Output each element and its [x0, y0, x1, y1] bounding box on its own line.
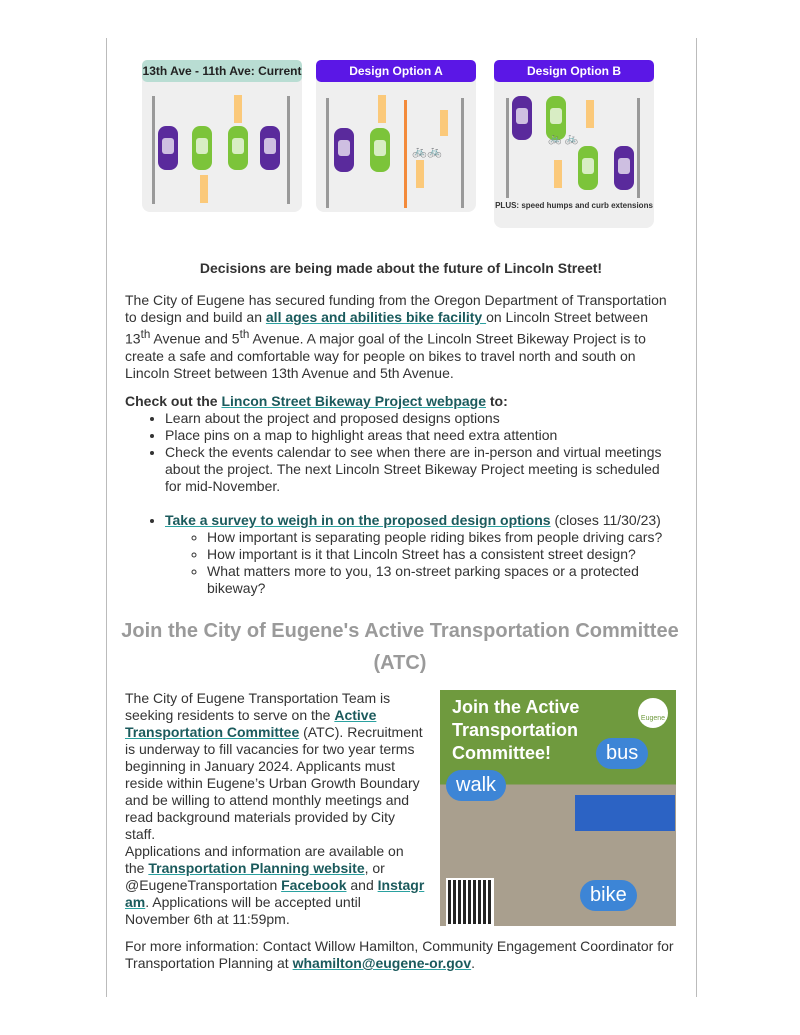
panel-title: Design Option B: [494, 60, 654, 82]
panel-option-b: Design Option B 🚲 🚲 PLUS: speed humps and curb extensions: [494, 60, 654, 228]
panel-title: 13th Ave - 11th Ave: Current: [142, 60, 302, 82]
list-item: • Check the events calendar to see when there are in-person and virtual meetings about the project. The next Lincoln Street Bikeway Project meeting is scheduled for mid-November.: [165, 444, 677, 495]
email-link[interactable]: whamilton@eugene-or.gov: [292, 955, 472, 971]
list-item: • Learn about the project and proposed designs options: [165, 410, 677, 427]
panel-title: Design Option A: [316, 60, 476, 82]
right-border: [696, 38, 697, 997]
list-item: • Place pins on a map to highlight areas that need extra attention: [165, 427, 677, 444]
survey-link[interactable]: Take a survey to weigh in on the proposed design options: [165, 512, 551, 528]
qr-code: [446, 878, 494, 926]
transportation-planning-link[interactable]: Transportation Planning website: [148, 860, 365, 876]
list-item: ◦ How important is it that Lincoln Street has a consistent street design?: [207, 546, 677, 563]
design-options-image: [142, 60, 662, 228]
atc-link[interactable]: Active Transportation Committee: [125, 707, 377, 740]
left-border: [106, 38, 107, 997]
panel-option-a: Design Option A 🚲🚲: [316, 60, 476, 212]
facebook-link[interactable]: Facebook: [281, 877, 347, 893]
instagram-link[interactable]: Instagram: [125, 877, 425, 910]
atc-text: The City of Eugene Transportation Team is seeking residents to serve on the Active Transportation Committee (ATC). Recruitment is underway to fill vacancies for two year terms beginning in January 2024. Applicants must reside within Eugene’s Urban Growth Boundary and be willing to attend monthly meetings and read background materials provided by City staff. Applications and information are available on the Transportation Planning website, or @EugeneTransportation Facebook and Instagram. Applications will be accepted until November 6th at 11:59pm.: [125, 690, 425, 927]
contact-paragraph: For more information: Contact Willow Hamilton, Community Engagement Coordinator for Transportation Planning at whamilton@eugene-or.gov.: [125, 938, 674, 971]
atc-heading: Join the City of Eugene's Active Transportation Committee (ATC): [121, 620, 679, 674]
atc-poster-image: Join the Active Transportation Committee! Eugene bus walk bike: [440, 690, 676, 926]
bike-facility-link[interactable]: all ages and abilities bike facility: [265, 309, 487, 325]
checkout-section: Check out the Lincon Street Bikeway Project webpage to: • Learn about the project and proposed designs options • Place pins on a map to highlight areas that need extra attention • Check the events calendar to see when there are in-person and virtual meetings about the project. The next Lincoln Street Bikeway Project meeting is scheduled for mid-November. • Take a survey to weigh in on the proposed design options (closes 11/30/23) ◦ How important is separating people riding bikes from people driving cars? ◦ How important is it that Lincoln Street has a consistent street design? ◦ What matters more to you, 13 on-street parking spaces or a protected bikeway?: [125, 393, 677, 597]
list-item: ◦ How important is separating people riding bikes from people driving cars?: [207, 529, 677, 546]
list-item: ◦ What matters more to you, 13 on-street parking spaces or a protected bikeway?: [207, 563, 677, 597]
headline: Decisions are being made about the future of Lincoln Street!: [199, 260, 603, 276]
survey-item: • Take a survey to weigh in on the proposed design options (closes 11/30/23) ◦ How important is separating people riding bikes from people driving cars? ◦ How important is it that Lincoln Street has a consistent street design? ◦ What matters more to you, 13 on-street parking spaces or a protected bikeway?: [165, 512, 677, 597]
panel-note: PLUS: speed humps and curb extensions: [495, 201, 653, 210]
intro-paragraph: The City of Eugene has secured funding from the Oregon Department of Transportation to design and build an all ages and abilities bike facility on Lincoln Street between 13th Avenue and 5th Avenue. A major goal of the Lincoln Street Bikeway Project is to create a safe and comfortable way for people on bikes to travel north and south on Lincoln Street between 13th Avenue and 5th Avenue.: [125, 292, 667, 381]
panel-current: [142, 60, 302, 212]
project-webpage-link[interactable]: Lincon Street Bikeway Project webpage: [221, 393, 486, 409]
